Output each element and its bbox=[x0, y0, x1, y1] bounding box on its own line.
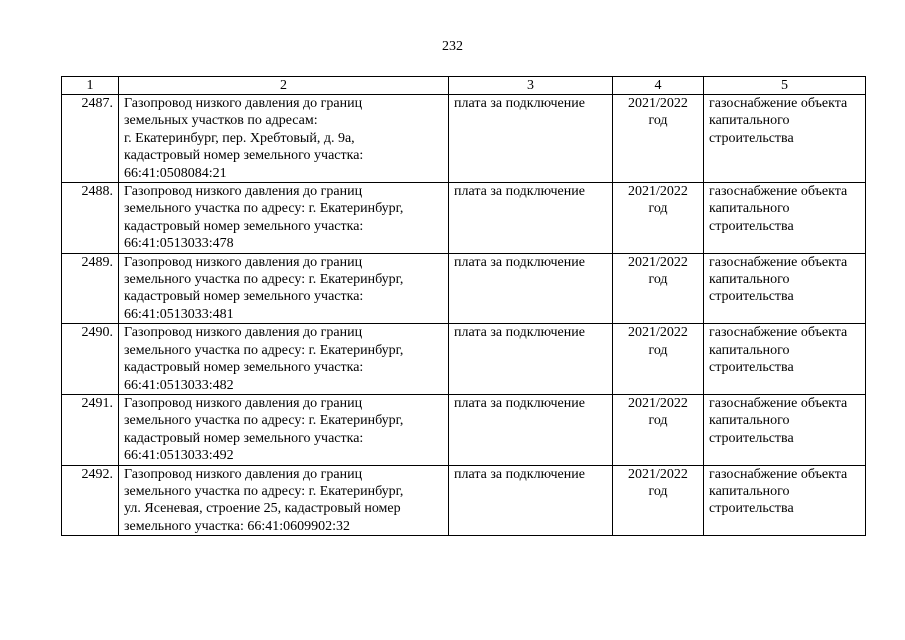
fee-type: плата за подключение bbox=[454, 184, 585, 200]
purpose-lines-line: капитального bbox=[709, 201, 790, 217]
object-lines-line: 66:41:0513033:481 bbox=[124, 306, 234, 322]
fee-type: плата за подключение bbox=[454, 466, 585, 482]
purpose-lines-line: газоснабжение объекта bbox=[709, 395, 848, 411]
column-header-2: 2 bbox=[119, 77, 449, 95]
purpose-lines-line: газоснабжение объекта bbox=[709, 184, 848, 200]
fee-type: плата за подключение bbox=[454, 254, 585, 270]
object-lines-line: земельного участка по адресу: г. Екатеринбург, bbox=[124, 483, 404, 499]
row-number: 2488. bbox=[81, 184, 113, 200]
row-number-cell bbox=[62, 465, 119, 536]
object-lines-line: Газопровод низкого давления до границ bbox=[124, 325, 363, 341]
object-lines-line: земельного участка по адресу: г. Екатеринбург, bbox=[124, 342, 404, 358]
year-lines-line: год bbox=[648, 342, 668, 358]
row-number-cell bbox=[62, 95, 119, 183]
object-lines-line: г. Екатеринбург, пер. Хребтовый, д. 9а, bbox=[124, 130, 355, 146]
year-cell bbox=[613, 465, 704, 536]
purpose-cell bbox=[704, 465, 866, 536]
year-cell bbox=[613, 95, 704, 183]
object-lines-line: 66:41:0513033:492 bbox=[124, 448, 234, 464]
purpose-cell bbox=[704, 95, 866, 183]
fee-type-cell bbox=[449, 95, 613, 183]
object-lines-line: 66:41:0513033:478 bbox=[124, 236, 234, 252]
fee-type: плата за подключение bbox=[454, 96, 585, 111]
object-lines-line: Газопровод низкого давления до границ bbox=[124, 395, 363, 411]
object-description-cell bbox=[119, 183, 449, 254]
year-lines-line: 2021/2022 bbox=[628, 184, 688, 200]
year-cell bbox=[613, 183, 704, 254]
purpose-cell bbox=[704, 253, 866, 324]
object-description-cell bbox=[119, 465, 449, 536]
purpose-lines-line: капитального bbox=[709, 113, 790, 129]
object-lines-line: земельного участка по адресу: г. Екатеринбург, bbox=[124, 413, 404, 429]
year-cell bbox=[613, 394, 704, 465]
row-number: 2489. bbox=[81, 254, 113, 270]
row-number-cell bbox=[62, 394, 119, 465]
year-lines-line: 2021/2022 bbox=[628, 254, 688, 270]
table-row bbox=[62, 394, 866, 465]
fee-type-cell bbox=[449, 394, 613, 465]
fee-type-cell bbox=[449, 465, 613, 536]
object-description-cell bbox=[119, 95, 449, 183]
table-row bbox=[62, 95, 866, 183]
fee-type-cell bbox=[449, 253, 613, 324]
row-number-cell bbox=[62, 183, 119, 254]
purpose-lines-line: строительства bbox=[709, 501, 794, 517]
row-number-cell bbox=[62, 324, 119, 395]
purpose-lines-line: газоснабжение объекта bbox=[709, 466, 848, 482]
object-lines-line: Газопровод низкого давления до границ bbox=[124, 184, 363, 200]
purpose-lines-line: капитального bbox=[709, 342, 790, 358]
row-number: 2492. bbox=[81, 466, 113, 482]
fee-type-cell bbox=[449, 324, 613, 395]
table-row bbox=[62, 324, 866, 395]
object-lines-line: ул. Ясеневая, строение 25, кадастровый номер bbox=[124, 501, 401, 517]
object-lines-line: земельных участков по адресам: bbox=[124, 113, 318, 129]
purpose-lines-line: строительства bbox=[709, 218, 794, 234]
purpose-lines-line: строительства bbox=[709, 289, 794, 305]
column-header-3: 3 bbox=[449, 77, 613, 95]
column-header-5: 5 bbox=[704, 77, 866, 95]
column-header-1: 1 bbox=[62, 77, 119, 95]
object-lines-line: кадастровый номер земельного участка: bbox=[124, 430, 364, 446]
year-lines-line: год bbox=[648, 113, 668, 129]
object-lines-line: земельного участка: 66:41:0609902:32 bbox=[124, 518, 351, 534]
purpose-lines-line: газоснабжение объекта bbox=[709, 254, 848, 270]
objects-table bbox=[61, 76, 866, 536]
purpose-lines-line: строительства bbox=[709, 130, 794, 146]
object-lines-line: кадастровый номер земельного участка: bbox=[124, 289, 364, 305]
fee-type-cell bbox=[449, 183, 613, 254]
purpose-lines-line: капитального bbox=[709, 272, 790, 288]
object-description-cell bbox=[119, 324, 449, 395]
object-lines-line: земельного участка по адресу: г. Екатеринбург, bbox=[124, 201, 404, 217]
year-lines-line: 2021/2022 bbox=[628, 395, 688, 411]
object-lines-line: земельного участка по адресу: г. Екатеринбург, bbox=[124, 272, 404, 288]
fee-type: плата за подключение bbox=[454, 325, 585, 341]
year-lines-line: 2021/2022 bbox=[628, 96, 688, 111]
object-lines-line: Газопровод низкого давления до границ bbox=[124, 254, 363, 270]
row-number-cell bbox=[62, 253, 119, 324]
purpose-cell bbox=[704, 394, 866, 465]
table-row bbox=[62, 465, 866, 536]
object-lines-line: 66:41:0508084:21 bbox=[124, 165, 227, 181]
object-lines-line: Газопровод низкого давления до границ bbox=[124, 466, 363, 482]
object-description-cell bbox=[119, 394, 449, 465]
year-lines-line: год bbox=[648, 413, 668, 429]
row-number: 2490. bbox=[81, 325, 113, 341]
fee-type: плата за подключение bbox=[454, 395, 585, 411]
object-lines-line: Газопровод низкого давления до границ bbox=[124, 96, 363, 111]
year-lines-line: год bbox=[648, 201, 668, 217]
year-lines-line: год bbox=[648, 272, 668, 288]
row-number: 2491. bbox=[81, 395, 113, 411]
purpose-lines-line: газоснабжение объекта bbox=[709, 96, 848, 111]
table-row bbox=[62, 183, 866, 254]
year-lines-line: год bbox=[648, 483, 668, 499]
object-description-cell bbox=[119, 253, 449, 324]
year-cell bbox=[613, 324, 704, 395]
object-lines-line: кадастровый номер земельного участка: bbox=[124, 148, 364, 164]
purpose-lines-line: газоснабжение объекта bbox=[709, 325, 848, 341]
purpose-lines-line: капитального bbox=[709, 483, 790, 499]
purpose-lines-line: строительства bbox=[709, 360, 794, 376]
purpose-cell bbox=[704, 183, 866, 254]
object-lines-line: 66:41:0513033:482 bbox=[124, 377, 234, 393]
object-lines-line: кадастровый номер земельного участка: bbox=[124, 360, 364, 376]
row-number: 2487. bbox=[81, 96, 113, 111]
column-header-4: 4 bbox=[613, 77, 704, 95]
purpose-cell bbox=[704, 324, 866, 395]
purpose-lines-line: строительства bbox=[709, 430, 794, 446]
year-lines-line: 2021/2022 bbox=[628, 466, 688, 482]
table-header-row bbox=[62, 77, 866, 95]
object-lines-line: кадастровый номер земельного участка: bbox=[124, 218, 364, 234]
page-number: 232 bbox=[442, 39, 463, 54]
purpose-lines-line: капитального bbox=[709, 413, 790, 429]
table-body bbox=[62, 95, 866, 536]
table-row bbox=[62, 253, 866, 324]
year-cell bbox=[613, 253, 704, 324]
year-lines-line: 2021/2022 bbox=[628, 325, 688, 341]
